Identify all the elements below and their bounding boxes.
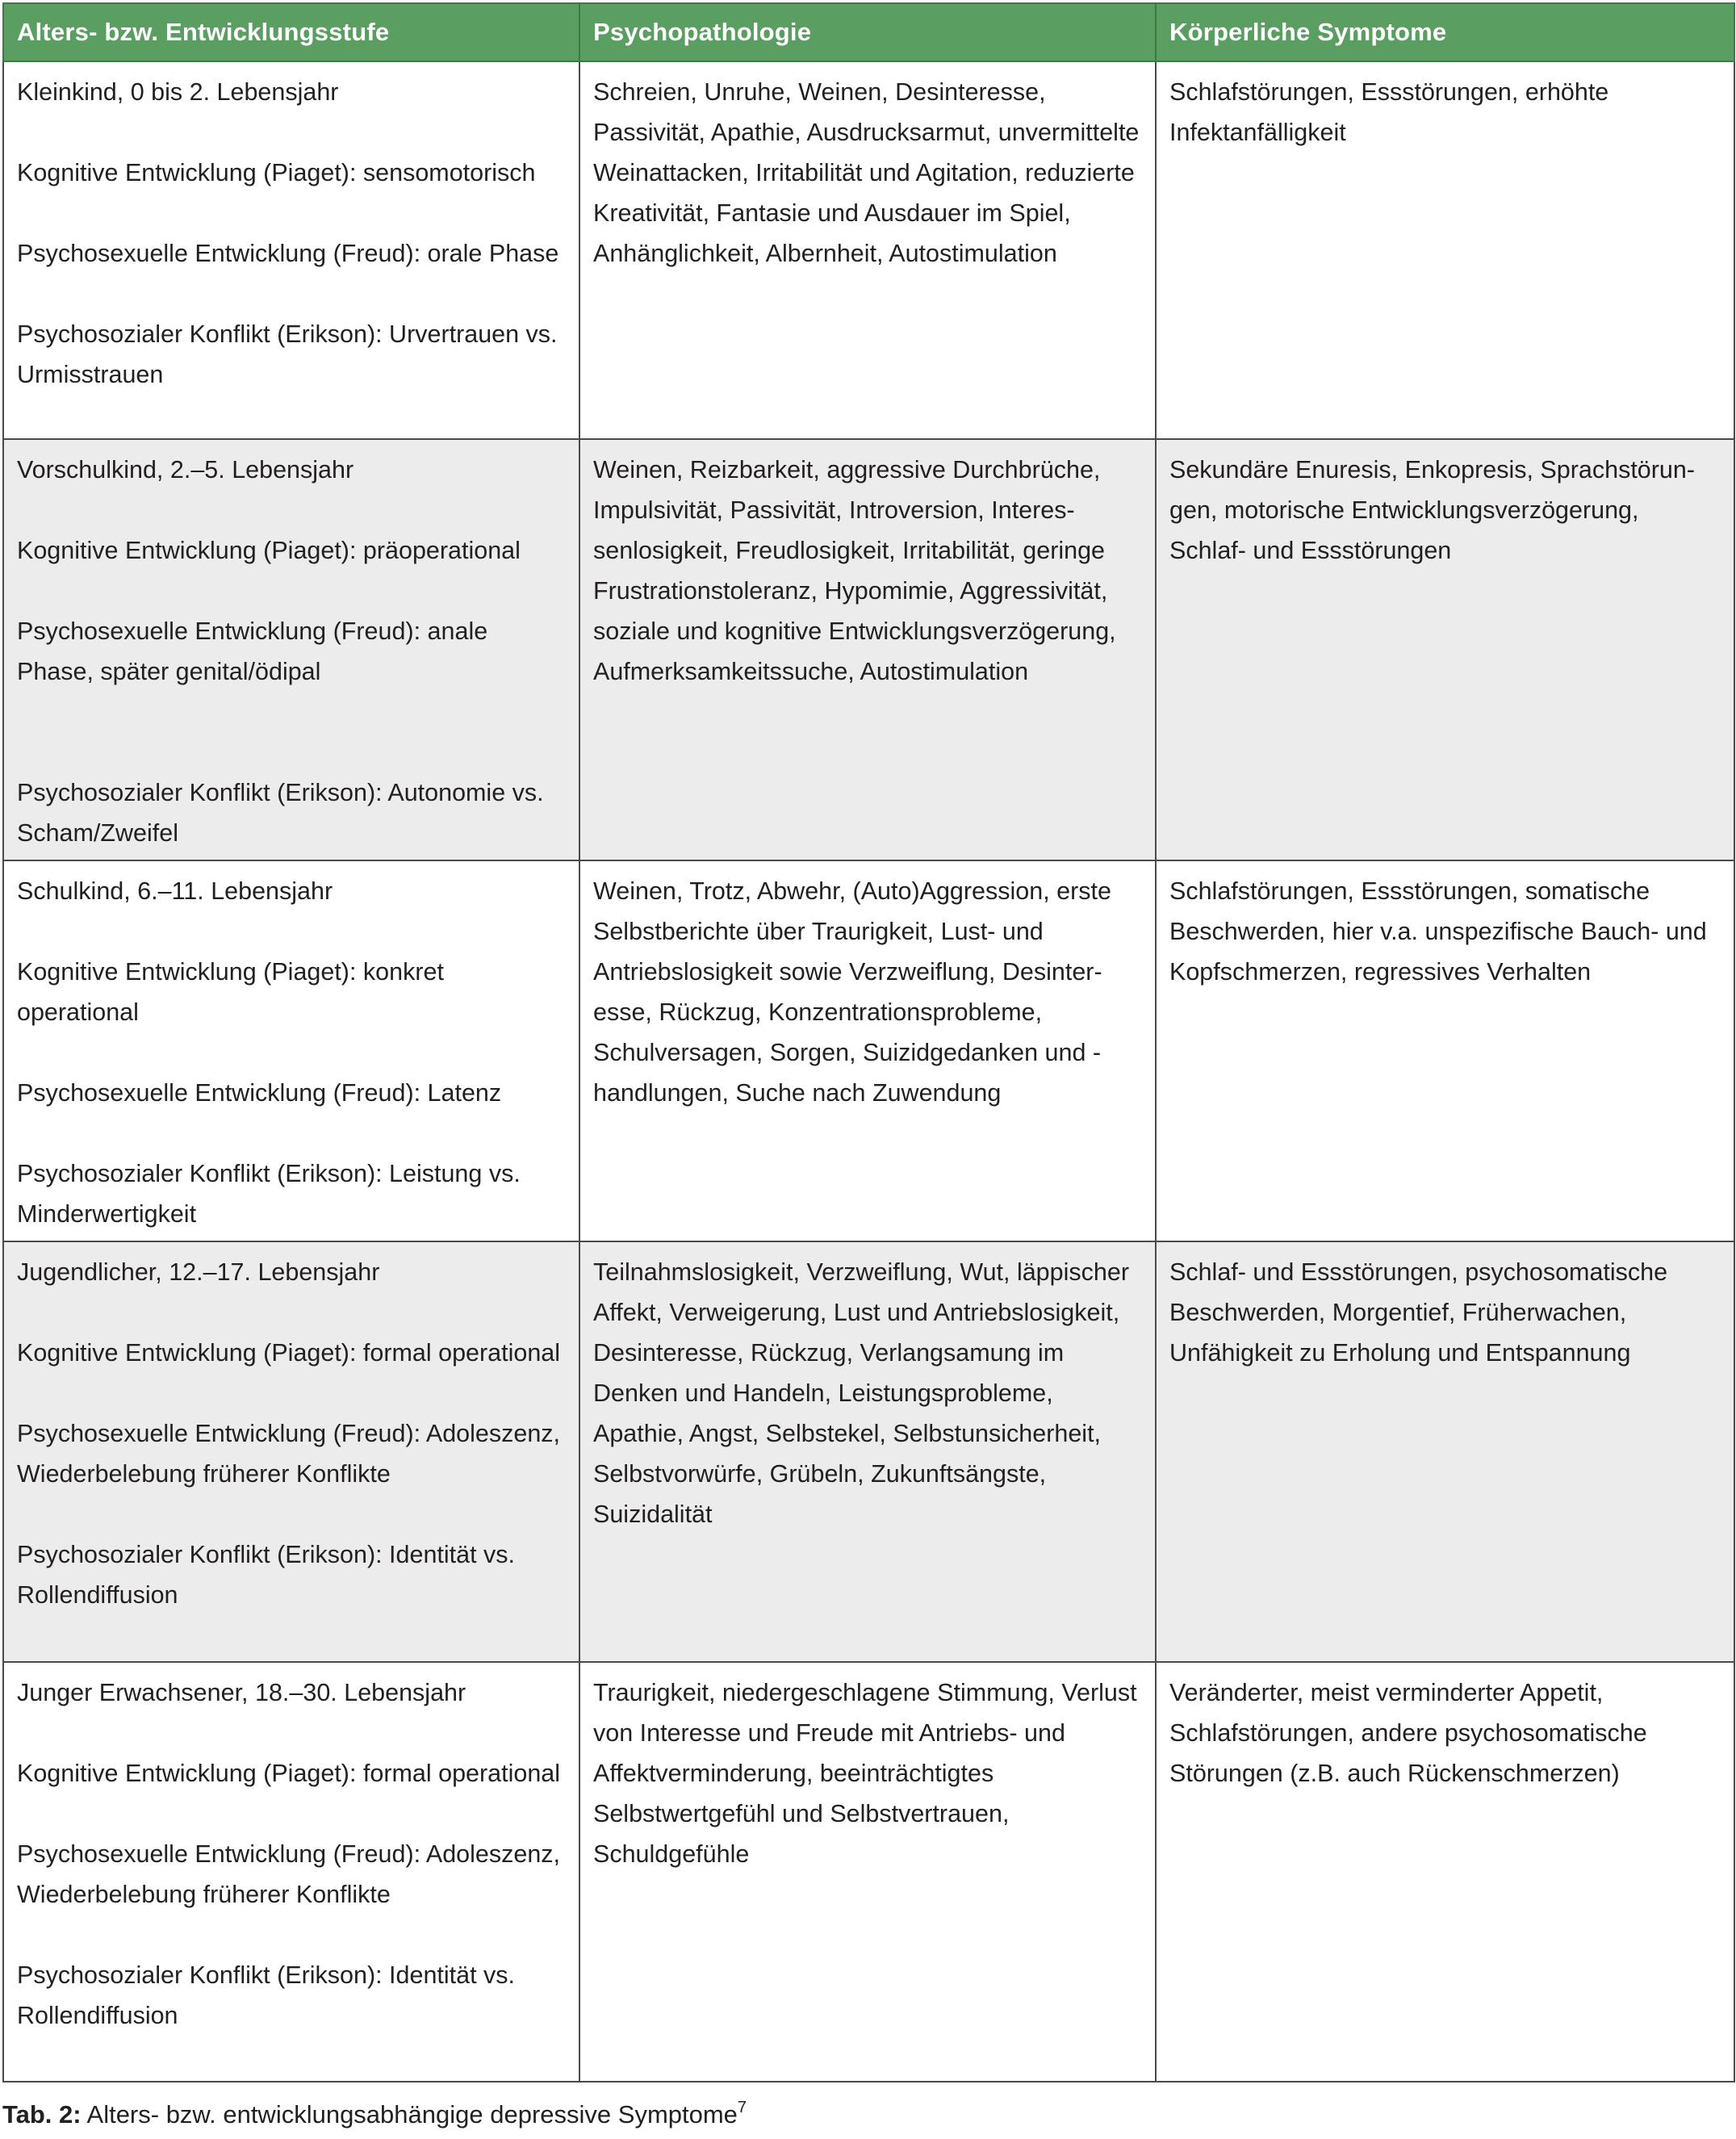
header-psychopathology: Psychopathologie <box>579 3 1156 61</box>
physical-text: Schlafstörungen, Essstörungen, erhöhte Infektanfälligkeit <box>1169 78 1609 146</box>
freud-label: Psychosexuelle Entwicklung (Freud): orale Phase <box>17 240 559 267</box>
psychopathology-cell <box>579 439 1156 860</box>
physical-text: Schlaf- und Essstörungen, psychosomatische Beschwerden, Morgentief, Früherwachen, Unfähigkeit zu Erholung und Entspannung <box>1169 1258 1668 1367</box>
psychopathology-cell <box>579 1241 1156 1662</box>
physical-cell <box>1156 1662 1734 2082</box>
physical-text: Sekundäre Enuresis, Enkopresis, Sprachstörungen, motorische Entwicklungsverzögerung, Schlaf- und Essstörungen <box>1169 456 1696 564</box>
stage-cell <box>3 61 579 439</box>
physical-text: Veränderter, meist verminderter Appetit, Schlafstörungen, andere psychosomatische Störungen (z.B. auch Rückenschmerzen) <box>1169 1679 1647 1787</box>
stage-cell <box>3 1241 579 1662</box>
symptoms-table <box>2 2 1735 2082</box>
psychopathology-text: Weinen, Trotz, Abwehr, (Auto)Aggression, erste Selbstberichte über Traurigkeit, Lust- und Antriebslosigkeit sowie Verzweiflung, Desinteresse, Rückzug, Konzentrationsprobleme, Schulversagen, Sorgen, Suizidgedanken und -handlungen, Suche nach Zuwendung <box>593 877 1111 1107</box>
erikson-label: Psychosozialer Konflikt (Erikson): Identität vs. Rollendiffusion <box>17 1961 516 2029</box>
caption-label: Tab. 2: <box>2 2100 82 2129</box>
erikson-label: Psychosozialer Konflikt (Erikson): Leistung vs. Minderwertigkeit <box>17 1160 521 1228</box>
age-label: Schulkind, 6.–11. Lebensjahr <box>17 877 333 905</box>
erikson-label: Psychosozialer Konflikt (Erikson): Autonomie vs. Scham/Zweifel <box>17 779 544 847</box>
freud-label: Psychosexuelle Entwicklung (Freud): Latenz <box>17 1079 502 1107</box>
physical-cell <box>1156 439 1734 860</box>
piaget-label: Kognitive Entwicklung (Piaget): formal operational <box>17 1339 561 1367</box>
psychopathology-text: Weinen, Reizbarkeit, aggressive Durchbrüche, Impulsivität, Passivität, Introversion, Interessenlosigkeit, Freudlosigkeit, Irritabilität, geringe Frustrationstoleranz, Hypomimie, Aggressivität, soziale und kognitive Entwicklungsverzögerung, Aufmerksamkeitssuche, Autostimulation <box>593 456 1116 685</box>
table-row <box>3 860 1734 1241</box>
table-row <box>3 1241 1734 1662</box>
stage-cell <box>3 1662 579 2082</box>
psychopathology-cell <box>579 61 1156 439</box>
caption-footnote: 7 <box>737 2099 747 2116</box>
table-header-row <box>3 3 1734 61</box>
piaget-label: Kognitive Entwicklung (Piaget): konkret operational <box>17 958 444 1026</box>
freud-label: Psychosexuelle Entwicklung (Freud): Adoleszenz, Wiederbelebung früherer Konflikte <box>17 1840 561 1908</box>
stage-cell <box>3 439 579 860</box>
physical-text: Schlafstörungen, Essstörungen, somatische Beschwerden, hier v.a. unspezifische Bauch- und Kopfschmerzen, regressives Verhalten <box>1169 877 1707 986</box>
table-row <box>3 439 1734 860</box>
table-row <box>3 1662 1734 2082</box>
freud-label: Psychosexuelle Entwicklung (Freud): Adoleszenz, Wiederbelebung früherer Konflikte <box>17 1420 561 1488</box>
header-physical-symptoms: Körperliche Symptome <box>1156 3 1734 61</box>
caption-text: Alters- bzw. entwicklungsabhängige depressive Symptome <box>81 2100 738 2129</box>
psychopathology-text: Teilnahmslosigkeit, Verzweiflung, Wut, läppischer Affekt, Verweigerung, Lust und Antriebslosigkeit, Desinteresse, Rückzug, Verlangsamung im Denken und Handeln, Leistungsprobleme, Apathie, Angst, Selbstekel, Selbstunsicherheit, Selbstvorwürfe, Grübeln, Zukunftsängste, Suizidalität <box>593 1258 1129 1528</box>
psychopathology-text: Schreien, Unruhe, Weinen, Desinteresse, Passivität, Apathie, Ausdrucksarmut, unvermittelte Weinattacken, Irritabilität und Agitation, reduzierte Kreativität, Fantasie und Ausdauer im Spiel, Anhänglichkeit, Albernheit, Autostimulation <box>593 78 1140 267</box>
physical-cell <box>1156 1241 1734 1662</box>
age-label: Jugendlicher, 12.–17. Lebensjahr <box>17 1258 380 1286</box>
age-label: Junger Erwachsener, 18.–30. Lebensjahr <box>17 1679 466 1706</box>
piaget-label: Kognitive Entwicklung (Piaget): sensomotorisch <box>17 159 536 186</box>
erikson-label: Psychosozialer Konflikt (Erikson): Identität vs. Rollendiffusion <box>17 1541 516 1609</box>
psychopathology-text: Traurigkeit, niedergeschlagene Stimmung, Verlust von Interesse und Freude mit Antriebs- und Affektverminderung, beeinträchtigtes Selbstwertgefühl und Selbstvertrauen, Schuldgefühle <box>593 1679 1137 1868</box>
psychopathology-cell <box>579 860 1156 1241</box>
header-stage: Alters- bzw. Entwicklungsstufe <box>3 3 579 61</box>
stage-cell <box>3 860 579 1241</box>
table-caption <box>2 2095 747 2135</box>
age-label: Vorschulkind, 2.–5. Lebensjahr <box>17 456 354 483</box>
physical-cell <box>1156 860 1734 1241</box>
erikson-label: Psychosozialer Konflikt (Erikson): Urvertrauen vs. Urmisstrauen <box>17 320 558 388</box>
piaget-label: Kognitive Entwicklung (Piaget): formal operational <box>17 1760 561 1787</box>
age-label: Kleinkind, 0 bis 2. Lebensjahr <box>17 78 339 106</box>
piaget-label: Kognitive Entwicklung (Piaget): präoperational <box>17 537 521 564</box>
physical-cell <box>1156 61 1734 439</box>
table-row <box>3 61 1734 439</box>
psychopathology-cell <box>579 1662 1156 2082</box>
freud-label: Psychosexuelle Entwicklung (Freud): anale Phase, später genital/ödipal <box>17 617 488 685</box>
